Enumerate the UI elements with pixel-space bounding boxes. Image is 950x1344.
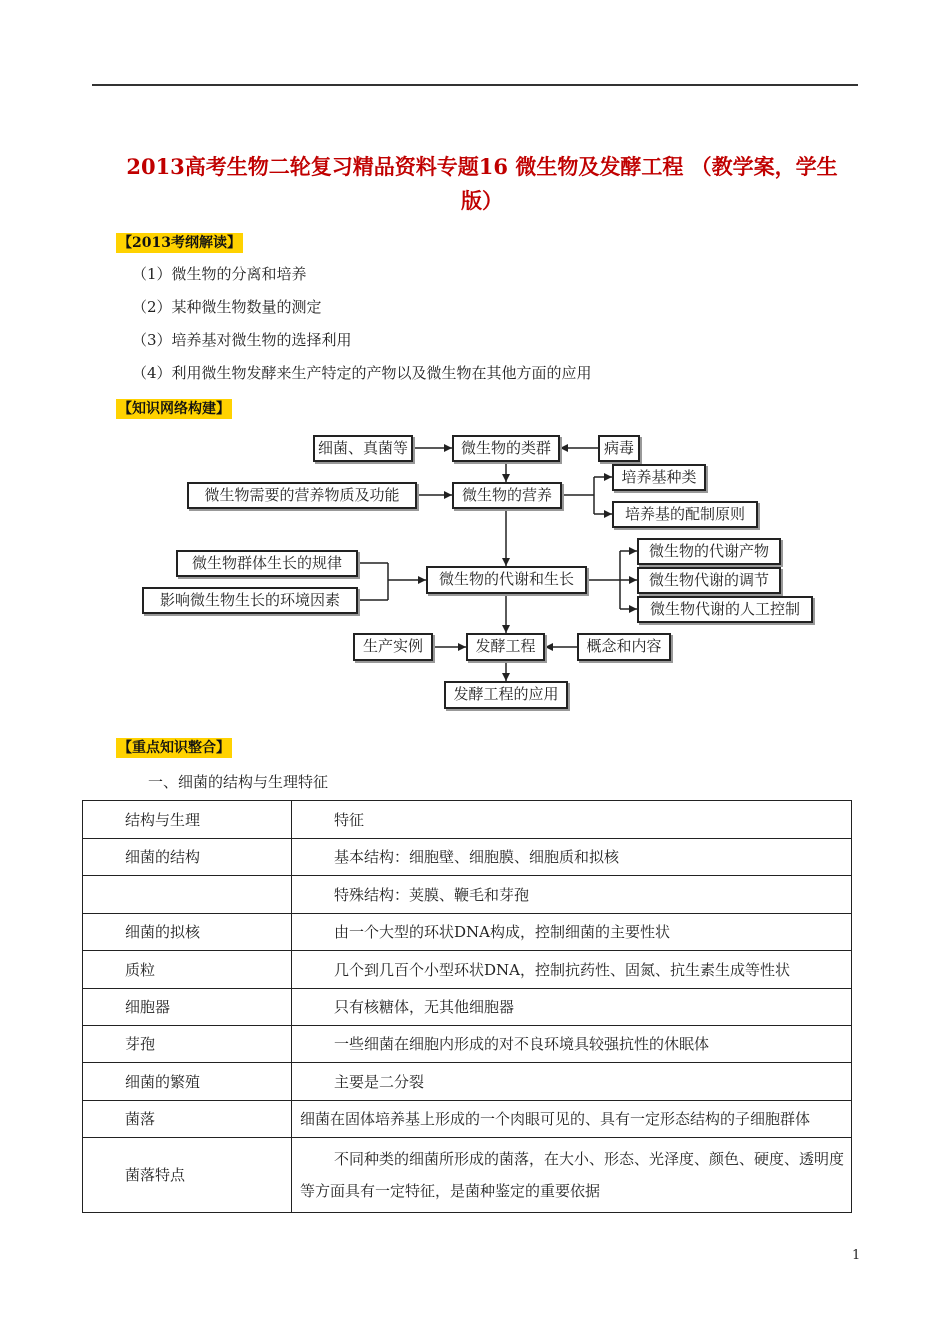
node-virus: 病毒: [598, 435, 640, 462]
table-row: [83, 1138, 852, 1213]
table-cell: [83, 876, 292, 914]
node-metab-growth: 微生物的代谢和生长: [426, 566, 587, 594]
table-cell: 由一个大型的环状DNA构成，控制细菌的主要性状: [292, 914, 852, 951]
section-network-label: 【知识网络构建】: [118, 401, 230, 417]
node-env-factors: 影响微生物生长的环境因素: [142, 587, 358, 614]
node-medium-principles: 培养基的配制原则: [612, 501, 758, 528]
page-number: 1: [852, 1248, 861, 1263]
page-title: [92, 150, 872, 218]
table-cell: 特殊结构：荚膜、鞭毛和芽孢: [292, 876, 852, 914]
node-metab-regulation: 微生物代谢的调节: [637, 567, 781, 594]
node-nutrient-needs: 微生物需要的营养物质及功能: [187, 482, 417, 509]
table-cell: 细菌的结构: [83, 839, 292, 876]
node-microbe-nutrition: 微生物的营养: [452, 482, 562, 509]
subheading: 一、细菌的结构与生理特征: [148, 773, 329, 791]
table-cell: 一些细菌在细胞内形成的对不良环境具较强抗性的休眠体: [292, 1026, 852, 1063]
table-cell: 几个到几百个小型环状DNA，控制抗药性、固氮、抗生素生成等性状: [292, 951, 852, 989]
node-microbe-groups: 微生物的类群: [452, 435, 560, 462]
table-cell: 细菌的拟核: [83, 914, 292, 951]
table-header-row: [83, 801, 852, 839]
table-row: [83, 951, 852, 989]
node-medium-types: 培养基种类: [612, 464, 706, 491]
node-growth-rule: 微生物群体生长的规律: [176, 550, 358, 577]
table-row: [83, 1101, 852, 1138]
table-row: [83, 914, 852, 951]
table-header-cell: 结构与生理: [83, 801, 292, 839]
section-outline-label: 【2013考纲解读】: [118, 235, 241, 251]
node-concept-content: 概念和内容: [577, 633, 671, 661]
table-cell: 基本结构：细胞壁、细胞膜、细胞质和拟核: [292, 839, 852, 876]
table-cell: 质粒: [83, 951, 292, 989]
table-row: [83, 989, 852, 1026]
table-cell: 细菌的繁殖: [83, 1063, 292, 1101]
outline-item-2: （2）某种微生物数量的测定: [132, 298, 322, 316]
table-row: [83, 1026, 852, 1063]
bacteria-feature-table: [82, 800, 852, 1213]
table-cell: 菌落特点: [83, 1138, 292, 1213]
outline-item-3: （3）培养基对微生物的选择利用: [132, 331, 352, 349]
table-cell: 只有核糖体，无其他细胞器: [292, 989, 852, 1026]
node-production-examples: 生产实例: [353, 633, 433, 661]
table-row: [83, 876, 852, 914]
outline-item-4: （4）利用微生物发酵来生产特定的产物以及微生物在其他方面的应用: [132, 364, 592, 382]
section-key-label: 【重点知识整合】: [118, 740, 230, 756]
node-metab-products: 微生物的代谢产物: [637, 538, 781, 565]
table-cell: 芽孢: [83, 1026, 292, 1063]
node-fermentation-app: 发酵工程的应用: [444, 681, 568, 709]
table-header-cell: 特征: [292, 801, 852, 839]
table-cell: 细胞器: [83, 989, 292, 1026]
node-bacteria-fungi: 细菌、真菌等: [313, 435, 413, 462]
table-row: [83, 839, 852, 876]
table-cell: 主要是二分裂: [292, 1063, 852, 1101]
table-cell: 不同种类的细菌所形成的菌落，在大小、形态、光泽度、颜色、硬度、透明度等方面具有一定特征，是菌种鉴定的重要依据: [292, 1138, 852, 1213]
table-row: [83, 1063, 852, 1101]
title-line-2: 版）: [461, 188, 503, 213]
node-metab-artificial: 微生物代谢的人工控制: [637, 596, 813, 623]
table-cell: 细菌在固体培养基上形成的一个肉眼可见的、具有一定形态结构的子细胞群体: [292, 1101, 852, 1138]
node-fermentation: 发酵工程: [466, 633, 545, 661]
outline-item-1: （1）微生物的分离和培养: [132, 265, 307, 283]
header-rule: [92, 84, 858, 86]
table-cell: 菌落: [83, 1101, 292, 1138]
title-line-1: 2013高考生物二轮复习精品资料专题16 微生物及发酵工程 （教学案，学生: [126, 154, 838, 179]
